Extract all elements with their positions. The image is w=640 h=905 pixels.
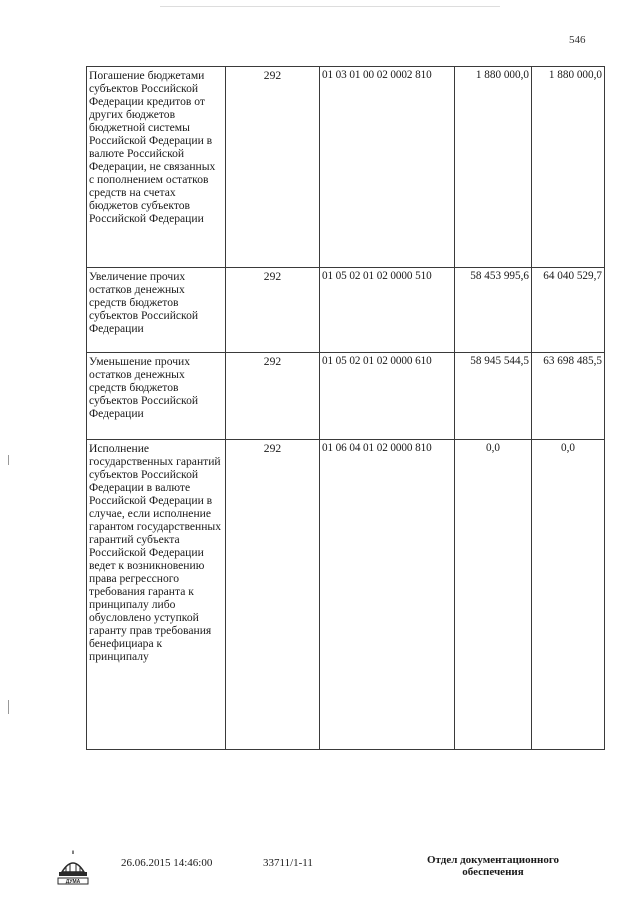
row-kbk: 01 05 02 01 02 0000 610 bbox=[320, 353, 455, 440]
footer-department-line2: обеспечения bbox=[462, 866, 524, 878]
footer-doc-number: 33711/1-11 bbox=[263, 857, 313, 869]
row-code: 292 bbox=[226, 353, 320, 440]
table-row bbox=[87, 67, 605, 268]
budget-table bbox=[86, 66, 605, 750]
page-number: 546 bbox=[569, 34, 586, 46]
footer-department bbox=[418, 854, 568, 878]
scan-artifact bbox=[8, 455, 9, 465]
footer-date: 26.06.2015 14:46:00 bbox=[121, 857, 213, 869]
footer-department-line1: Отдел документационного bbox=[426, 854, 560, 866]
row-value-2: 0,0 bbox=[532, 440, 605, 750]
row-name: Увеличение прочих остатков денежных средств бюджетов субъектов Российской Федерации bbox=[87, 268, 226, 353]
row-value-2: 63 698 485,5 bbox=[532, 353, 605, 440]
table-row bbox=[87, 440, 605, 750]
table-row bbox=[87, 268, 605, 353]
row-kbk: 01 05 02 01 02 0000 510 bbox=[320, 268, 455, 353]
row-kbk: 01 03 01 00 02 0002 810 bbox=[320, 67, 455, 268]
scan-artifact bbox=[8, 700, 9, 714]
row-value-1: 1 880 000,0 bbox=[455, 67, 532, 268]
row-code: 292 bbox=[226, 268, 320, 353]
table-row bbox=[87, 353, 605, 440]
row-value-2: 64 040 529,7 bbox=[532, 268, 605, 353]
row-kbk: 01 06 04 01 02 0000 810 bbox=[320, 440, 455, 750]
scan-artifact bbox=[160, 6, 500, 7]
duma-seal-icon bbox=[56, 850, 90, 886]
row-code: 292 bbox=[226, 67, 320, 268]
row-code: 292 bbox=[226, 440, 320, 750]
row-value-1: 58 453 995,6 bbox=[455, 268, 532, 353]
svg-text:ДУМА: ДУМА bbox=[65, 879, 81, 885]
row-value-2: 1 880 000,0 bbox=[532, 67, 605, 268]
row-name: Погашение бюджетами субъектов Российской Федерации кредитов от других бюджетов бюджетной системы Российской Федерации в валюте Российской Федерации, не связанных с пополнением остатков средств на счетах бюджетов субъектов Российской Федерации bbox=[87, 67, 226, 268]
row-name: Исполнение государственных гарантий субъектов Российской Федерации в валюте Российской Федерации в случае, если исполнение гарантом государственных гарантий субъекта Российской Федерации ведет к возникновению права регрессного требования гаранта к принципалу либо обусловлено уступкой гаранту прав требования бенефициара к принципалу bbox=[87, 440, 226, 750]
row-value-1: 0,0 bbox=[455, 440, 532, 750]
row-value-1: 58 945 544,5 bbox=[455, 353, 532, 440]
row-name: Уменьшение прочих остатков денежных средств бюджетов субъектов Российской Федерации bbox=[87, 353, 226, 440]
